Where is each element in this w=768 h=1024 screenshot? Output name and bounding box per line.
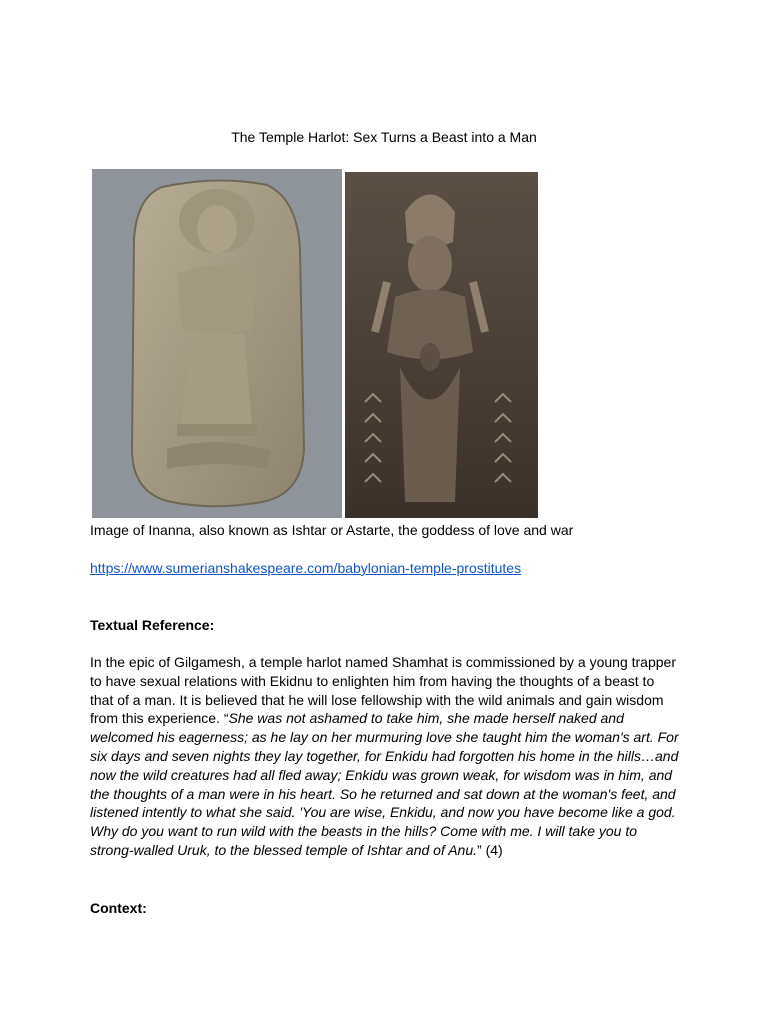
section-heading-context: Context: (90, 900, 147, 916)
gilgamesh-quote: She was not ashamed to take him, she made herself naked and welcomed his eagerness; as he lay on her murmuring love she taught him the woman's art. For six days and seven nights they lay together, for Enkidu had forgotten his home in the hills…and now the wild creatures had all fled away; Enkidu was grown weak, for wisdom was in him, and the thoughts of a man were in his heart. So he returned and sat down at the woman's feet, and listened intently to what she said. 'You are wise, Enkidu, and now you have become like a god. Why do you want to run wild with the beasts in the hills? Come with me. I will take you to strong-walled Uruk, to the blessed temple of Ishtar and of Anu. (90, 710, 679, 858)
paragraph-intro: In the epic of Gilgamesh, a temple harlot named Shamhat is commissioned by a young trapper to have sexual relations with Ekidnu to enlighten him from having the thoughts of a beast to that of a man. It is believed that he will lose fellowship with the wild animals and gain wisdom from this experience. “ (90, 654, 676, 727)
astarte-relief-image (345, 172, 538, 518)
image-caption: Image of Inanna, also known as Ishtar or Astarte, the goddess of love and war (90, 522, 574, 538)
citation: ” (4) (477, 841, 503, 858)
document-title: The Temple Harlot: Sex Turns a Beast into a Man (231, 129, 537, 145)
source-link[interactable]: https://www.sumerianshakespeare.com/babylonian-temple-prostitutes (90, 560, 522, 576)
section-heading-textual-reference: Textual Reference: (90, 617, 215, 633)
clay-plaque-image (92, 169, 342, 518)
image-pair (92, 169, 538, 518)
textual-reference-paragraph (90, 653, 680, 860)
